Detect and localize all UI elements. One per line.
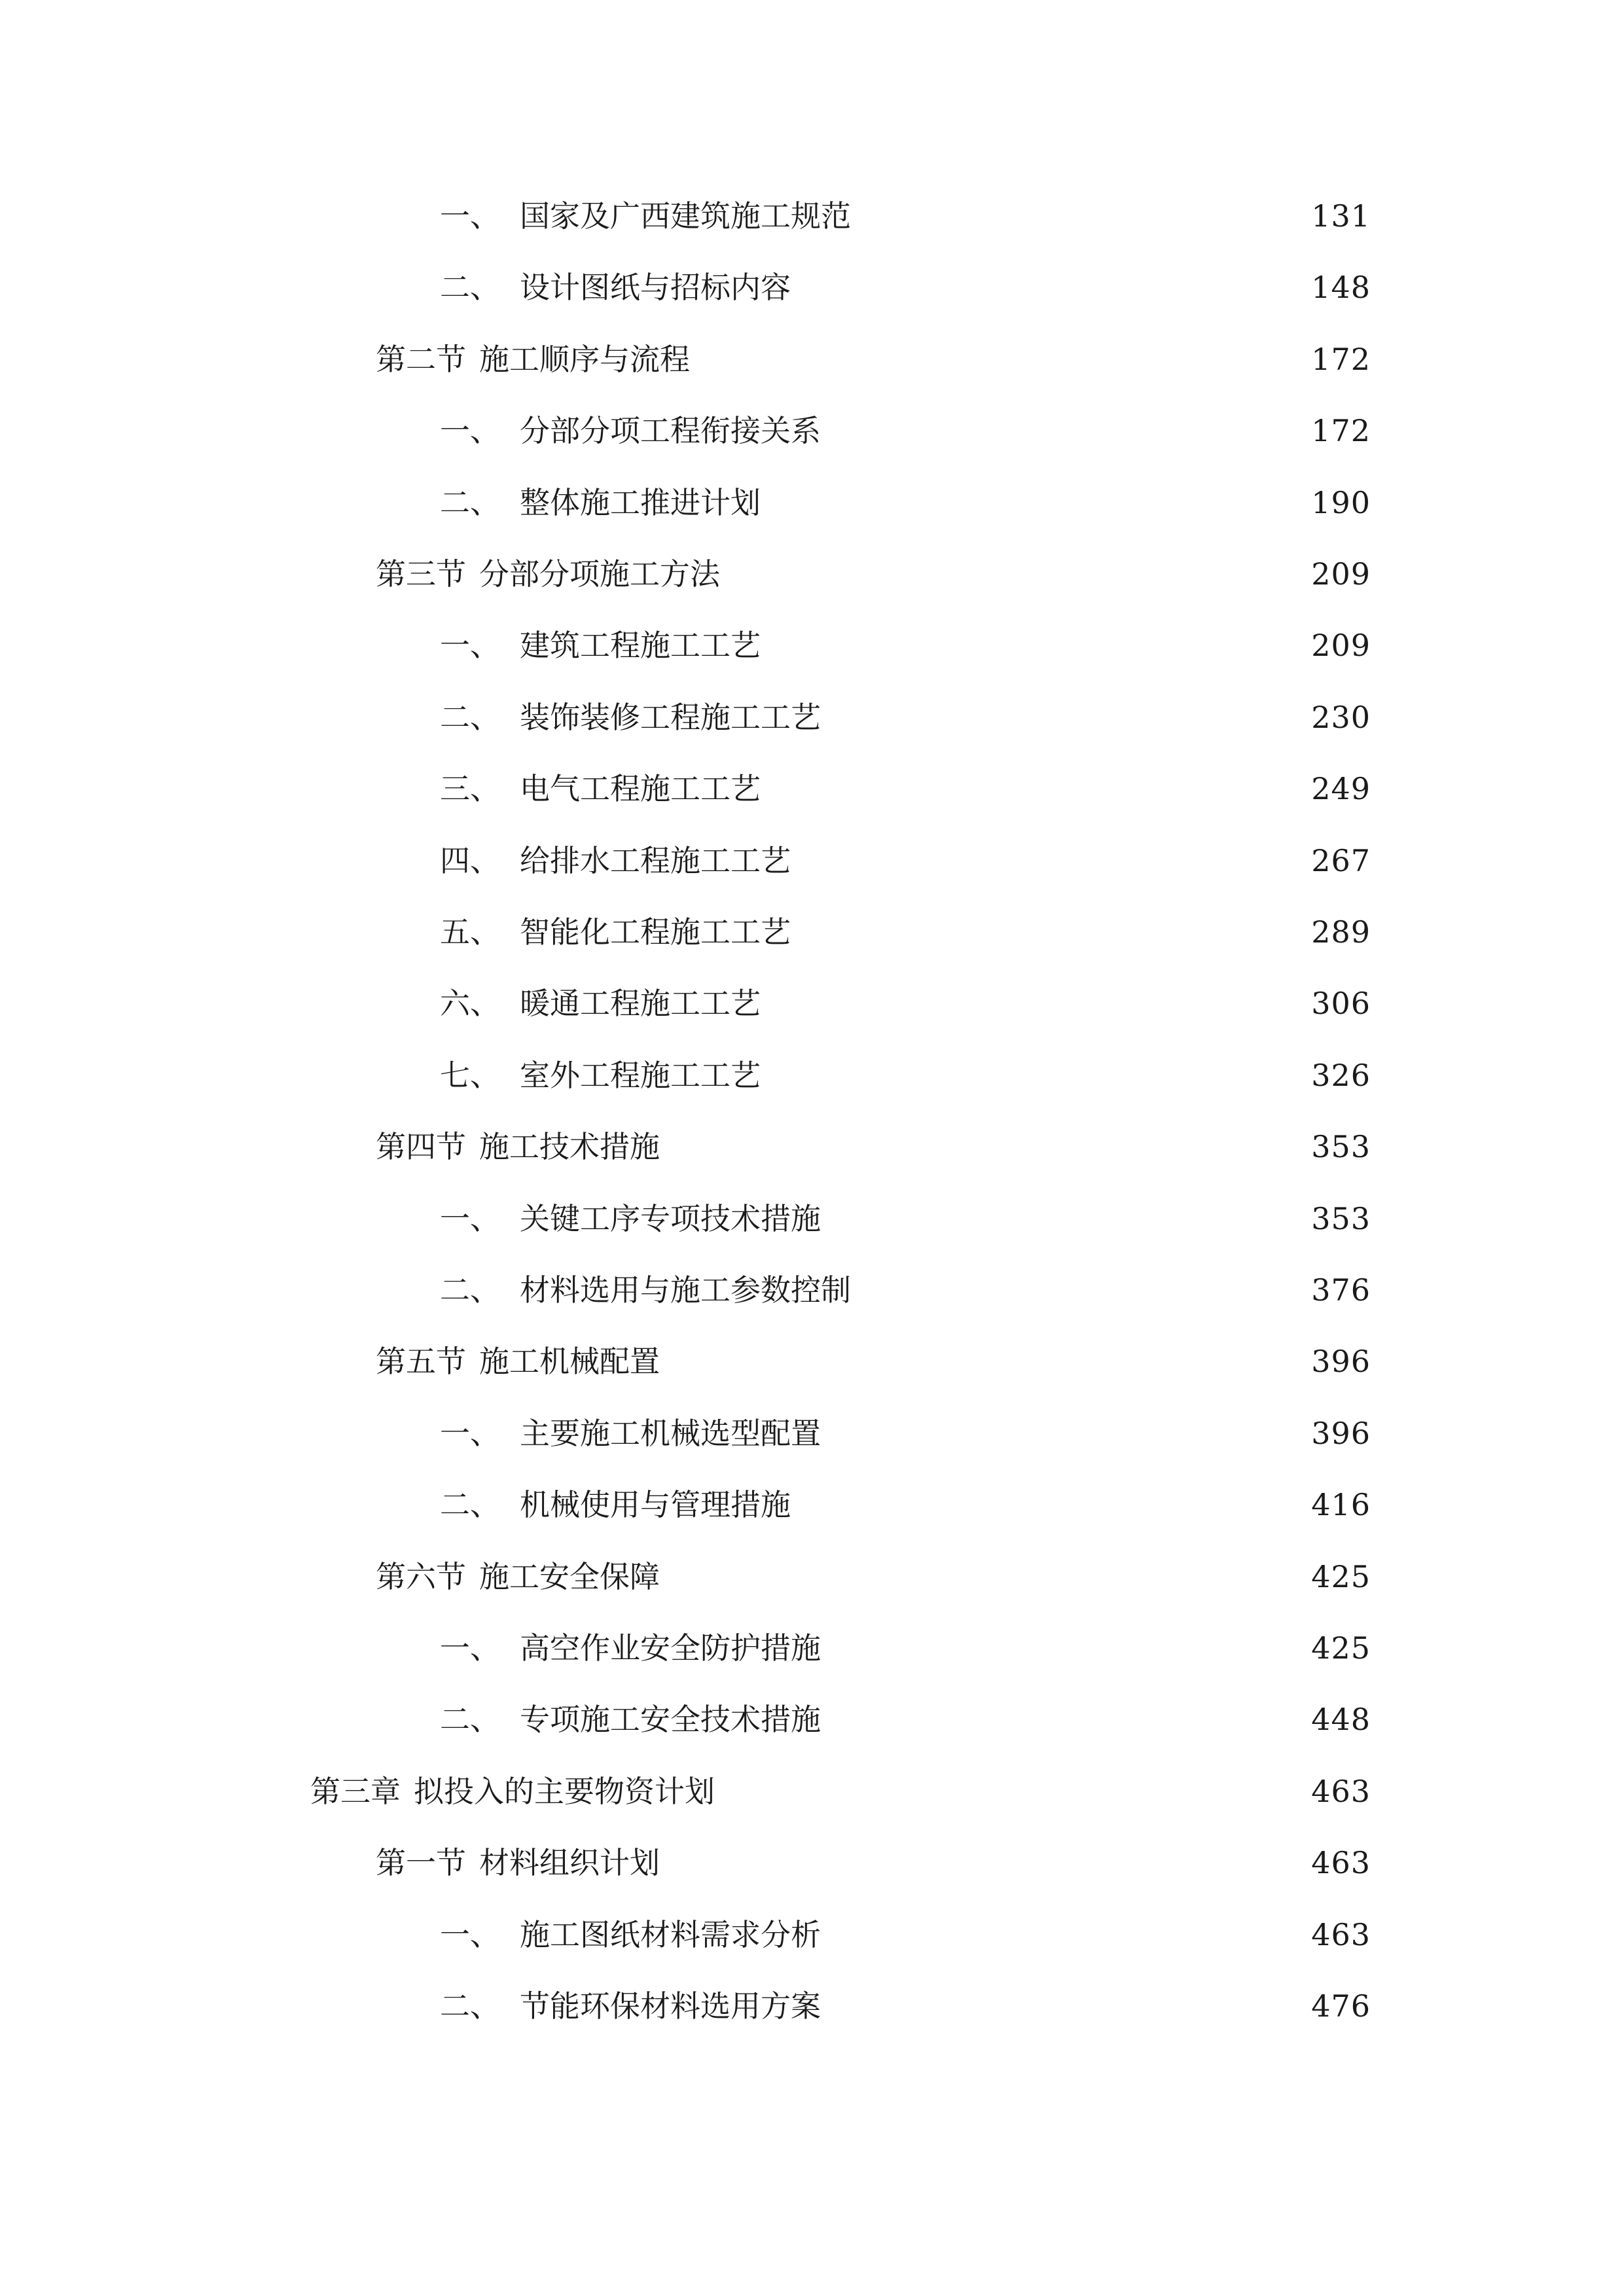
- toc-entry-page-number: 353: [1311, 1129, 1371, 1165]
- dot-leader: [830, 1630, 1302, 1666]
- toc-entry-page-number: 190: [1311, 484, 1371, 520]
- toc-entry-title: 装饰装修工程施工工艺: [520, 699, 821, 735]
- toc-entry-title: 施工顺序与流程: [479, 341, 690, 377]
- toc-entry-page-number: 476: [1311, 1988, 1371, 2024]
- toc-entry-title: 拟投入的主要物资计划: [414, 1773, 715, 1809]
- toc-entry-title: 分部分项工程衔接关系: [520, 413, 821, 449]
- dot-leader: [830, 1916, 1302, 1953]
- toc-entry-page-number: 172: [1311, 413, 1371, 449]
- toc-entry[interactable]: [440, 683, 1371, 736]
- toc-entry-page-number: 209: [1311, 628, 1371, 664]
- dot-leader: [860, 1272, 1302, 1308]
- toc-entry-page-number: 396: [1311, 1344, 1371, 1380]
- toc-entry-page-number: 230: [1311, 699, 1371, 735]
- toc-entry-page-number: 131: [1311, 198, 1371, 234]
- toc-entry-page-number: 172: [1311, 341, 1371, 377]
- toc-entry[interactable]: [440, 1614, 1371, 1666]
- toc-entry-page-number: 353: [1311, 1200, 1371, 1236]
- toc-entry[interactable]: [440, 1399, 1371, 1452]
- toc-entry-title: 施工技术措施: [479, 1129, 660, 1165]
- toc-entry[interactable]: [376, 1829, 1371, 1881]
- toc-entry-page-number: 425: [1311, 1630, 1371, 1666]
- toc-entry[interactable]: [440, 898, 1371, 950]
- toc-entry[interactable]: [440, 469, 1371, 521]
- toc-entry-number: 一、: [440, 1916, 500, 1952]
- toc-entry[interactable]: [440, 1901, 1371, 1953]
- toc-entry-page-number: 463: [1311, 1773, 1371, 1809]
- toc-entry[interactable]: [376, 1113, 1371, 1165]
- toc-entry-page-number: 249: [1311, 771, 1371, 807]
- toc-entry-page-number: 448: [1311, 1702, 1371, 1738]
- toc-entry[interactable]: [440, 755, 1371, 807]
- toc-entry-number: 一、: [440, 1415, 500, 1451]
- dot-leader: [699, 341, 1302, 378]
- dot-leader: [669, 1128, 1302, 1165]
- toc-entry-page-number: 396: [1311, 1415, 1371, 1451]
- toc-entry-title: 暖通工程施工工艺: [520, 986, 761, 1022]
- toc-entry-page-number: 267: [1311, 842, 1371, 878]
- dot-leader: [729, 556, 1302, 592]
- dot-leader: [830, 1200, 1302, 1237]
- toc-entry-number: 一、: [440, 1630, 500, 1666]
- toc-entry-page-number: 463: [1311, 1916, 1371, 1952]
- toc-entry-title: 材料选用与施工参数控制: [520, 1272, 851, 1308]
- toc-entry-title: 智能化工程施工工艺: [520, 914, 791, 950]
- toc-entry-number: 二、: [440, 1487, 500, 1523]
- dot-leader: [770, 770, 1302, 807]
- toc-entry[interactable]: [440, 1685, 1371, 1738]
- toc-entry-number: 二、: [440, 270, 500, 306]
- toc-entry-title: 室外工程施工工艺: [520, 1057, 761, 1093]
- dot-leader: [800, 914, 1302, 950]
- toc-entry-title: 关键工序专项技术措施: [520, 1200, 821, 1236]
- toc-entry-number: 一、: [440, 1200, 500, 1236]
- toc-entry[interactable]: [376, 1327, 1371, 1380]
- toc-entry-title: 施工图纸材料需求分析: [520, 1916, 821, 1952]
- dot-leader: [724, 1773, 1302, 1810]
- toc-entry[interactable]: [440, 397, 1371, 449]
- toc-entry[interactable]: [440, 969, 1371, 1022]
- dot-leader: [669, 1343, 1302, 1380]
- dot-leader: [830, 1988, 1302, 2024]
- toc-entry-title: 施工安全保障: [479, 1558, 660, 1594]
- toc-entry-number: 第三节: [376, 556, 466, 592]
- toc-entry-number: 四、: [440, 842, 500, 878]
- toc-entry[interactable]: [376, 325, 1371, 378]
- toc-entry-number: 一、: [440, 198, 500, 234]
- toc-entry-page-number: 289: [1311, 914, 1371, 950]
- toc-entry-number: 第二节: [376, 341, 466, 377]
- toc-entry-number: 一、: [440, 628, 500, 664]
- dot-leader: [830, 412, 1302, 449]
- toc-entry-title: 施工机械配置: [479, 1344, 660, 1380]
- toc-entry-number: 二、: [440, 1702, 500, 1738]
- toc-entry-number: 一、: [440, 413, 500, 449]
- toc-entry-page-number: 376: [1311, 1272, 1371, 1308]
- toc-entry-title: 设计图纸与招标内容: [520, 270, 791, 306]
- toc-entry-title: 高空作业安全防护措施: [520, 1630, 821, 1666]
- toc-entry-number: 三、: [440, 771, 500, 807]
- dot-leader: [800, 1486, 1302, 1523]
- toc-entry-number: 第五节: [376, 1344, 466, 1380]
- toc-entry[interactable]: [440, 253, 1371, 306]
- toc-entry[interactable]: [440, 827, 1371, 879]
- toc-entry-title: 给排水工程施工工艺: [520, 842, 791, 878]
- dot-leader: [860, 198, 1302, 234]
- toc-entry-title: 建筑工程施工工艺: [520, 628, 761, 664]
- toc-entry-number: 二、: [440, 699, 500, 735]
- dot-leader: [770, 985, 1302, 1022]
- toc-entry-title: 专项施工安全技术措施: [520, 1702, 821, 1738]
- toc-entry-title: 国家及广西建筑施工规范: [520, 198, 851, 234]
- dot-leader: [800, 842, 1302, 879]
- toc-entry-number: 第一节: [376, 1845, 466, 1881]
- toc-entry[interactable]: [440, 1471, 1371, 1523]
- toc-entry[interactable]: [440, 1972, 1371, 2024]
- toc-entry-page-number: 306: [1311, 986, 1371, 1022]
- toc-entry-number: 五、: [440, 914, 500, 950]
- toc-entry[interactable]: [440, 1041, 1371, 1094]
- toc-entry-number: 七、: [440, 1057, 500, 1093]
- toc-entry-number: 第三章: [310, 1773, 401, 1809]
- toc-entry[interactable]: [440, 1185, 1371, 1237]
- dot-leader: [770, 627, 1302, 664]
- toc-entry[interactable]: [440, 611, 1371, 664]
- toc-entry-title: 材料组织计划: [479, 1845, 660, 1881]
- toc-entry[interactable]: [440, 1256, 1371, 1308]
- toc-entry-title: 分部分项施工方法: [479, 556, 720, 592]
- toc-entry-page-number: 425: [1311, 1558, 1371, 1594]
- toc-entry[interactable]: [310, 1757, 1371, 1810]
- dot-leader: [669, 1558, 1302, 1595]
- toc-entry-page-number: 463: [1311, 1845, 1371, 1881]
- dot-leader: [800, 269, 1302, 306]
- dot-leader: [830, 1415, 1302, 1452]
- toc-entry-title: 电气工程施工工艺: [520, 771, 761, 807]
- toc-entry-number: 二、: [440, 1988, 500, 2024]
- toc-entry[interactable]: [440, 182, 1371, 234]
- toc-entry[interactable]: [376, 1543, 1371, 1595]
- toc-entry-page-number: 416: [1311, 1487, 1371, 1523]
- toc-entry-number: 第六节: [376, 1558, 466, 1594]
- toc-entry-title: 主要施工机械选型配置: [520, 1415, 821, 1451]
- toc-entry-title: 整体施工推进计划: [520, 484, 761, 520]
- toc-entry-number: 六、: [440, 986, 500, 1022]
- dot-leader: [830, 1701, 1302, 1738]
- toc-entry-title: 机械使用与管理措施: [520, 1487, 791, 1523]
- toc-entry[interactable]: [376, 540, 1371, 592]
- toc-entry-page-number: 209: [1311, 556, 1371, 592]
- toc-entry-number: 二、: [440, 484, 500, 520]
- toc-entry-number: 二、: [440, 1272, 500, 1308]
- dot-leader: [770, 484, 1302, 521]
- dot-leader: [830, 699, 1302, 736]
- dot-leader: [770, 1057, 1302, 1094]
- toc-entry-number: 第四节: [376, 1129, 466, 1165]
- toc-entry-page-number: 326: [1311, 1057, 1371, 1093]
- toc-entry-page-number: 148: [1311, 270, 1371, 306]
- toc-entry-title: 节能环保材料选用方案: [520, 1988, 821, 2024]
- dot-leader: [669, 1844, 1302, 1881]
